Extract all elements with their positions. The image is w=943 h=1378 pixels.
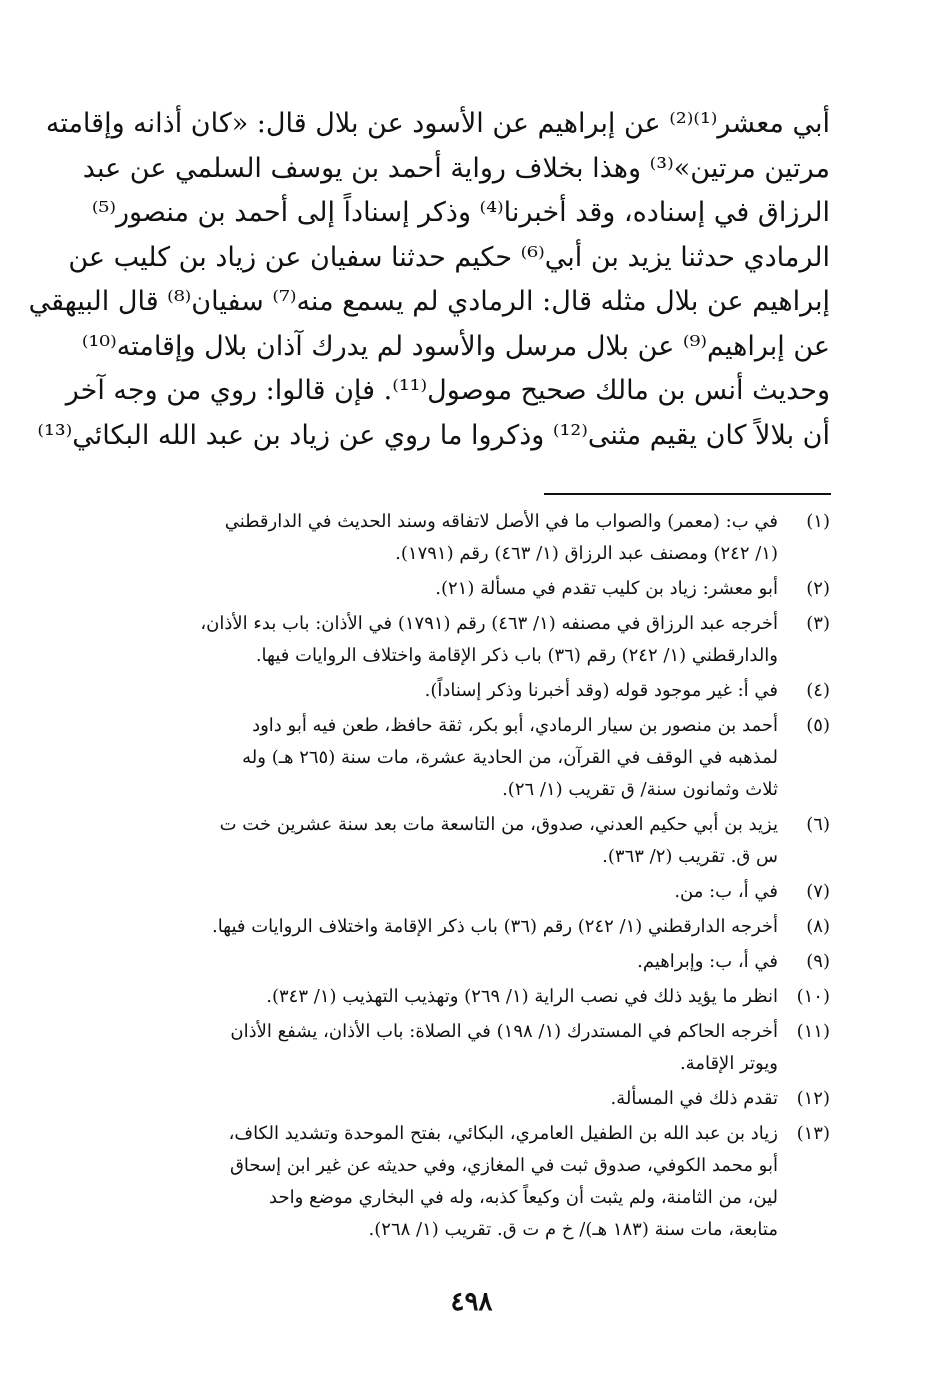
footnote-text [118, 1083, 778, 1115]
footnote-text [118, 809, 778, 873]
main-text-line: إبراهيم عن بلال مثله قال: الرمادي لم يسمع منه⁽⁷⁾ سفيان⁽⁸⁾ قال البيهقي [28, 286, 830, 317]
footnote-item [118, 506, 830, 570]
footnote-number: (٩) [806, 951, 830, 972]
footnote-number: (٨) [806, 916, 830, 937]
footnote-number: (٦) [806, 814, 830, 835]
footnote-line: أبو معشر: زياد بن كليب تقدم في مسألة (٢١). [435, 578, 778, 599]
footnote-number: (١١) [796, 1021, 830, 1042]
footnote-text [118, 946, 778, 978]
footnote-number: (٧) [806, 881, 830, 902]
main-text-line: الرمادي حدثنا يزيد بن أبي⁽⁶⁾ حكيم حدثنا سفيان عن زياد بن كليب عن [68, 241, 830, 273]
footnote-line: زياد بن عبد الله بن الطفيل العامري، البكائي، بفتح الموحدة وتشديد الكاف، [228, 1123, 778, 1144]
footnote-line: متابعة، مات سنة (١٨٣ هـ)/ خ م ت ق. تقريب (١/ ٢٦٨). [368, 1219, 778, 1240]
footnote-line: ثلاث وثمانون سنة/ ق تقريب (١/ ٢٦). [502, 779, 778, 800]
footnote-line: تقدم ذلك في المسألة. [610, 1088, 778, 1109]
footnote-item [118, 710, 830, 806]
footnote-line: أخرجه الدارقطني (١/ ٢٤٢) رقم (٣٦) باب ذكر الإقامة واختلاف الروايات فيها. [211, 916, 778, 937]
footnote-number: (١٣) [796, 1123, 830, 1144]
footnote-item [118, 608, 830, 672]
footnote-line: لين، من الثامنة، ولم يثبت أن وكيعاً كذبه، وله في البخاري موضع واحد [269, 1187, 778, 1208]
footnote-item [118, 981, 830, 1013]
footnote-line: (١/ ٢٤٢) ومصنف عبد الرزاق (١/ ٤٦٣) رقم (١٧٩١). [395, 543, 778, 564]
footnote-text [118, 911, 778, 943]
footnote-line: أخرجه عبد الرزاق في مصنفه (١/ ٤٦٣) رقم (١٧٩١) في الأذان: باب بدء الأذان، [200, 613, 778, 634]
footnote-item [118, 946, 830, 978]
footnote-number: (٣) [806, 613, 830, 634]
footnote-text [118, 876, 778, 908]
footnote-line: أخرجه الحاكم في المستدرك (١/ ١٩٨) في الصلاة: باب الأذان، يشفع الأذان [230, 1021, 778, 1042]
footnote-line: في أ، ب: من. [674, 881, 778, 902]
footnote-line: انظر ما يؤيد ذلك في نصب الراية (١/ ٢٦٩) وتهذيب التهذيب (١/ ٣٤٣). [266, 986, 778, 1007]
main-text-line: عن إبراهيم⁽⁹⁾ عن بلال مرسل والأسود لم يدرك آذان بلال وإقامته⁽¹⁰⁾ [81, 330, 830, 362]
footnote-item [118, 911, 830, 943]
footnote-text [118, 506, 778, 570]
footnote-line: يزيد بن أبي حكيم العدني، صدوق، من التاسعة مات بعد سنة عشرين خت ت [219, 814, 778, 835]
footnote-line: والدارقطني (١/ ٢٤٢) رقم (٣٦) باب ذكر الإقامة واختلاف الروايات فيها. [255, 645, 778, 666]
footnote-line: في أ: غير موجود قوله (وقد أخبرنا وذكر إسناداً). [424, 680, 778, 701]
footnote-line: أحمد بن منصور بن سيار الرمادي، أبو بكر، ثقة حافظ، طعن فيه أبو داود [252, 715, 778, 736]
footnote-number: (٥) [806, 715, 830, 736]
footnote-number: (١) [806, 511, 830, 532]
footnote-line: س ق. تقريب (٢/ ٣٦٣). [602, 846, 778, 867]
footnote-number: (١٢) [796, 1088, 830, 1109]
footnote-text [118, 573, 778, 605]
footnote-item [118, 1016, 830, 1080]
footnote-item [118, 573, 830, 605]
main-text-line: الرزاق في إسناده، وقد أخبرنا⁽⁴⁾ وذكر إسناداً إلى أحمد بن منصور⁽⁵⁾ [91, 197, 830, 228]
footnote-text [118, 608, 778, 672]
footnote-text [118, 981, 778, 1013]
footnote-item [118, 876, 830, 908]
footnote-number: (١٠) [796, 986, 830, 1007]
footnote-item [118, 675, 830, 707]
footnote-line: في أ، ب: وإبراهيم. [637, 951, 778, 972]
footnote-line: لمذهبه في الوقف في القرآن، من الحادية عشرة، مات سنة (٢٦٥ هـ) وله [242, 747, 778, 768]
footnote-number: (٢) [806, 578, 830, 599]
footnote-text [118, 1118, 778, 1246]
main-text-line: مرتين مرتين»⁽³⁾ وهذا بخلاف رواية أحمد بن يوسف السلمي عن عبد [82, 152, 830, 184]
footnote-line: أبو محمد الكوفي، صدوق ثبت في المغازي، وفي حديثه عن غير ابن إسحاق [229, 1155, 778, 1176]
footnote-line: في ب: (معمر) والصواب ما في الأصل لاتفاقه وسند الحديث في الدارقطني [224, 511, 778, 532]
page-number: ٤٩٨ [450, 1287, 493, 1317]
footnote-separator [544, 493, 831, 495]
main-text-line: أن بلالاً كان يقيم مثنى⁽¹²⁾ وذكروا ما روي عن زياد بن عبد الله البكائي⁽¹³⁾ [37, 419, 830, 451]
footnote-text [118, 710, 778, 806]
footnote-line: ويوتر الإقامة. [679, 1053, 778, 1074]
footnote-item [118, 1083, 830, 1115]
main-text-block [28, 102, 830, 458]
footnote-number: (٤) [806, 680, 830, 701]
footnote-text [118, 675, 778, 707]
main-text-line: أبي معشر⁽¹⁾⁽²⁾ عن إبراهيم عن الأسود عن بلال قال: «كان أذانه وإقامته [45, 108, 830, 139]
footnote-text [118, 1016, 778, 1080]
footnotes-block [118, 506, 830, 1249]
footnote-item [118, 809, 830, 873]
footnote-item [118, 1118, 830, 1246]
main-text-line: وحديث أنس بن مالك صحيح موصول⁽¹¹⁾. فإن قالوا: روي من وجه آخر [65, 375, 830, 406]
